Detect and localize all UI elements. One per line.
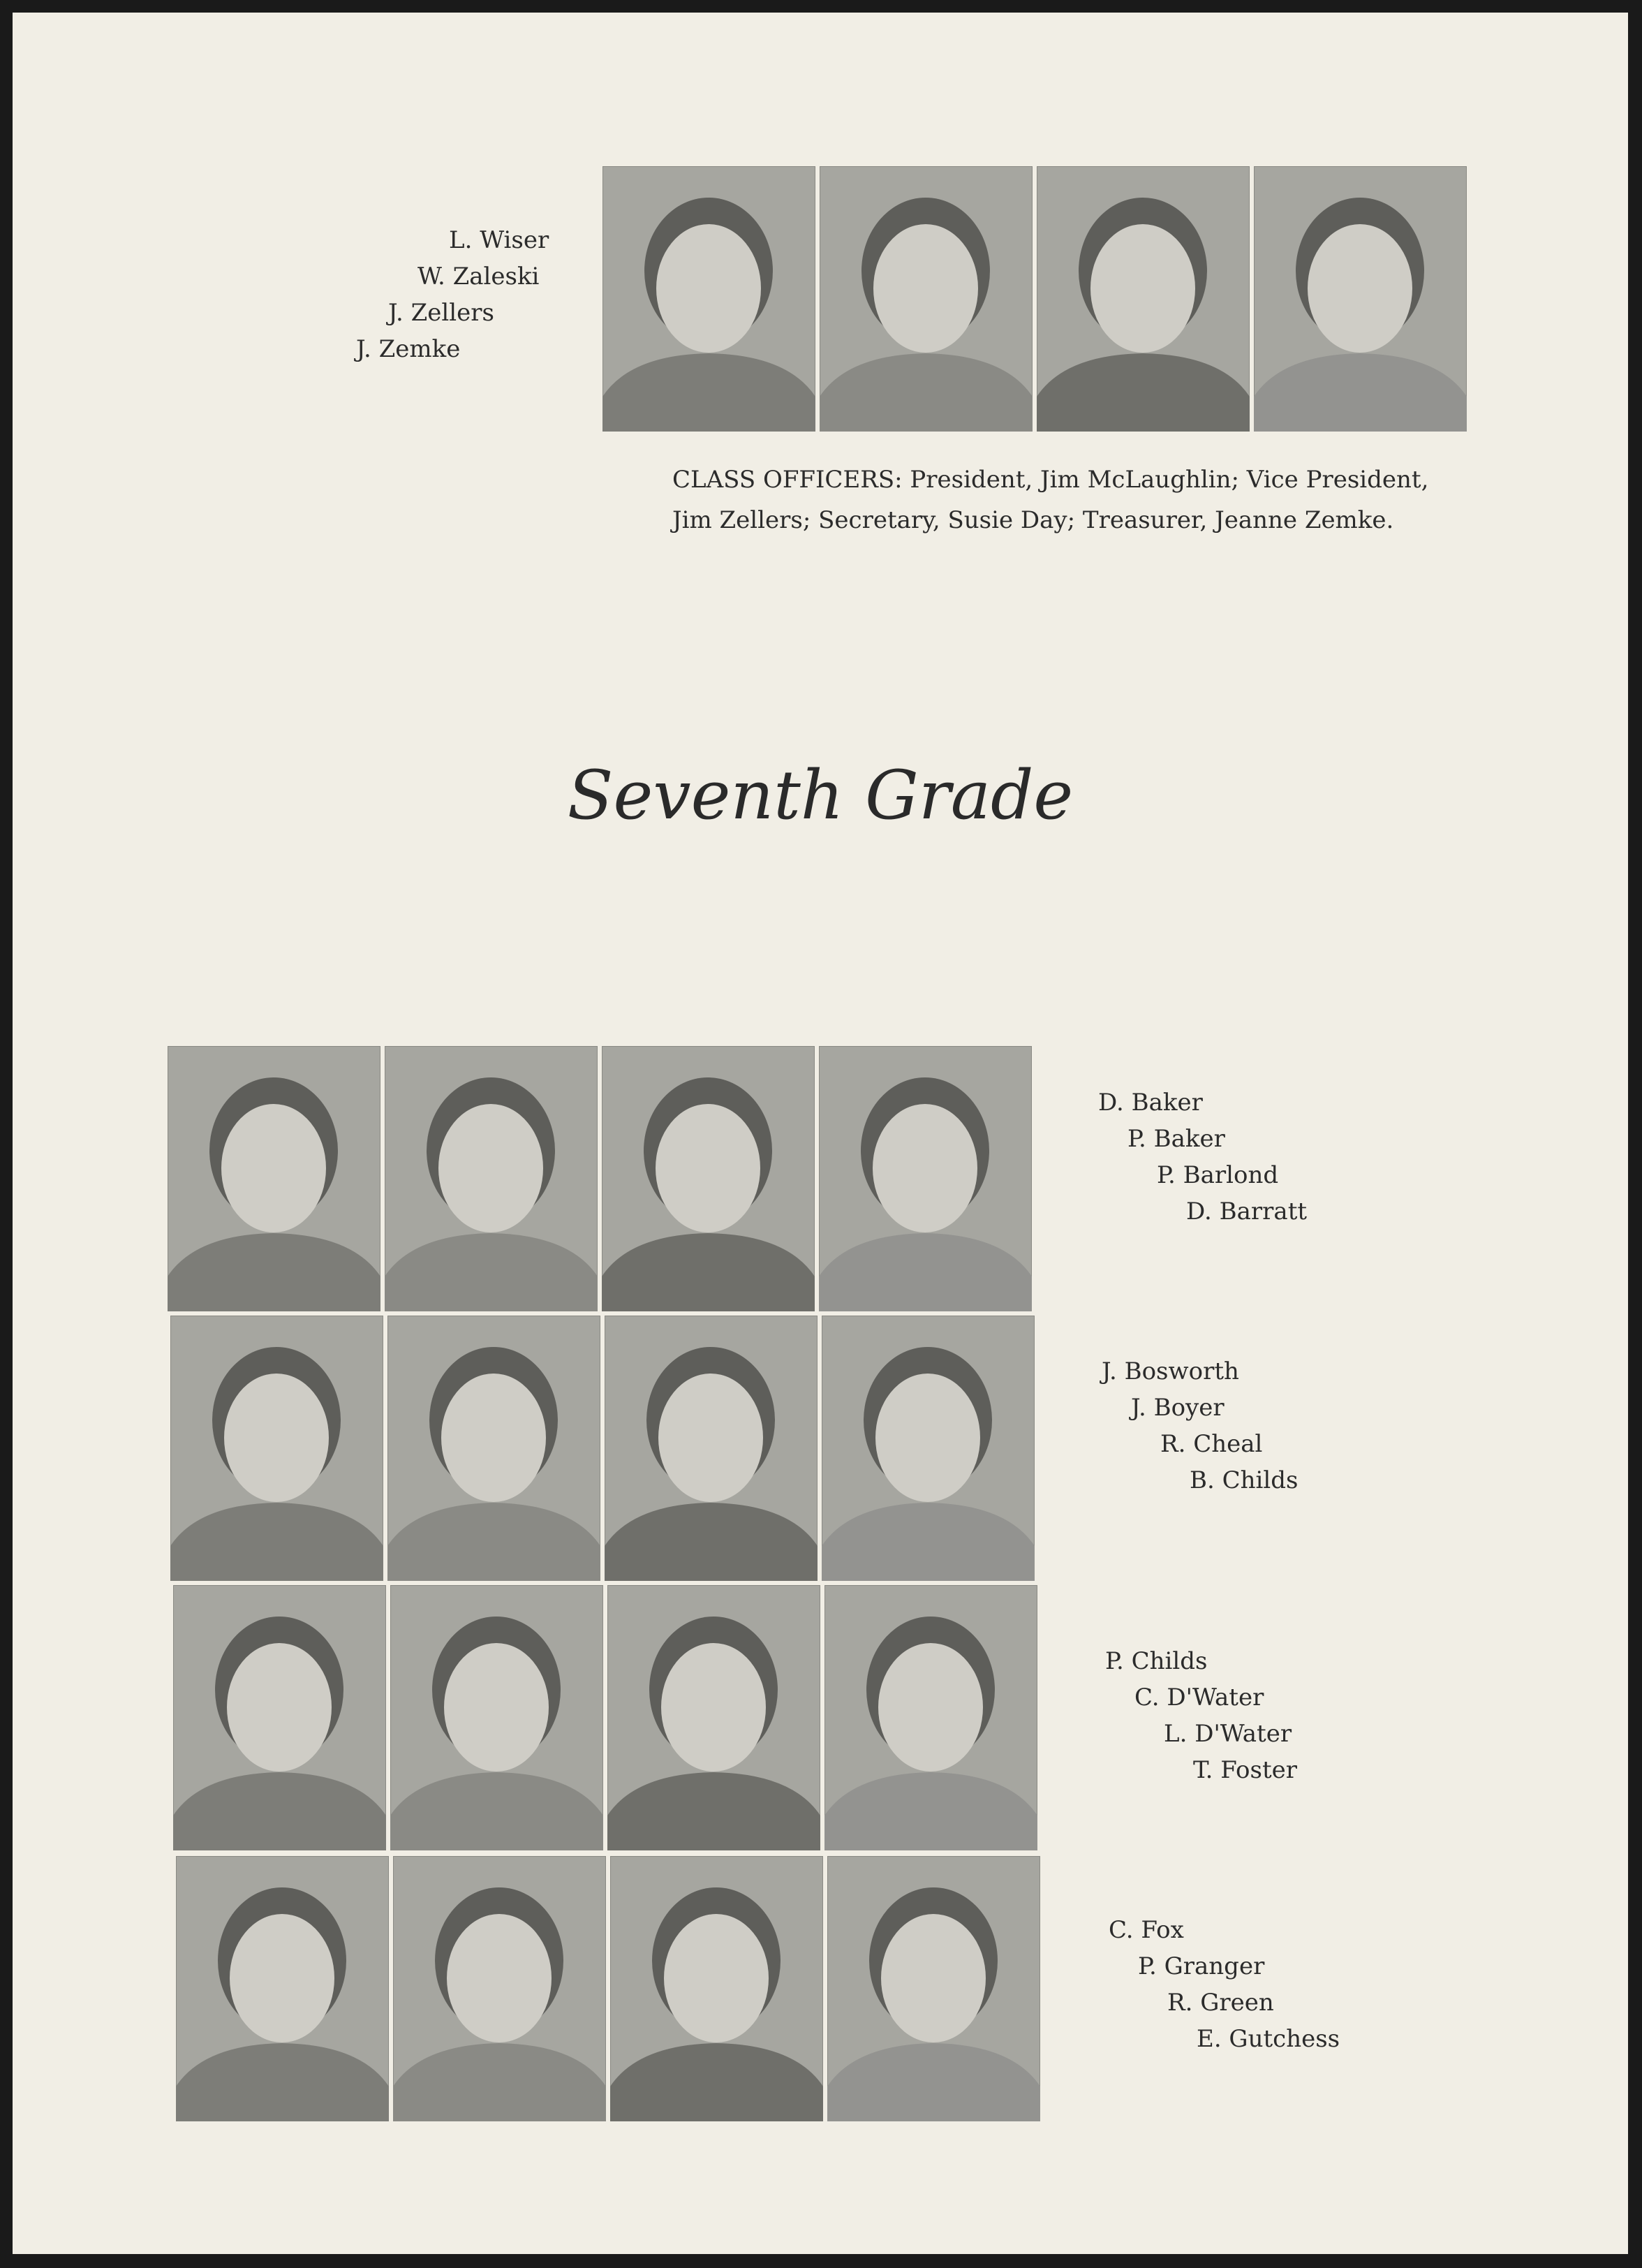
- student-name: P. Granger: [1138, 1952, 1265, 1980]
- shoulders-shape: [385, 1233, 598, 1311]
- shoulders-shape: [819, 1233, 1032, 1311]
- student-photo: [822, 1316, 1035, 1581]
- shoulders-shape: [1037, 353, 1250, 432]
- face-shape: [224, 1374, 329, 1502]
- top-name: J. Zemke: [356, 335, 461, 363]
- face-shape: [873, 224, 978, 353]
- shoulders-shape: [1254, 353, 1467, 432]
- portrait-silhouette: [168, 1046, 380, 1311]
- face-shape: [227, 1643, 332, 1772]
- top-name: L. Wiser: [449, 226, 549, 254]
- shoulders-shape: [827, 2043, 1040, 2121]
- student-photo: [1254, 166, 1467, 432]
- face-shape: [1308, 224, 1412, 353]
- shoulders-shape: [170, 1503, 383, 1581]
- portrait-silhouette: [820, 166, 1033, 432]
- face-shape: [1090, 224, 1195, 353]
- face-shape: [875, 1374, 980, 1502]
- shoulders-shape: [393, 2043, 606, 2121]
- face-shape: [444, 1643, 549, 1772]
- student-photo: [602, 1046, 815, 1311]
- student-photo: [607, 1585, 820, 1850]
- portrait-silhouette: [824, 1585, 1037, 1850]
- shoulders-shape: [390, 1772, 603, 1850]
- student-name: P. Childs: [1105, 1647, 1208, 1675]
- portrait-silhouette: [173, 1585, 386, 1850]
- student-photo: [605, 1316, 818, 1581]
- student-photo: [387, 1316, 600, 1581]
- row-2-names: [1102, 1353, 1299, 1498]
- row-4-names: [1109, 1912, 1340, 2057]
- portrait-silhouette: [393, 1856, 606, 2121]
- student-name: P. Barlond: [1157, 1161, 1279, 1189]
- student-name: R. Cheal: [1160, 1430, 1263, 1458]
- student-photo: [610, 1856, 823, 2121]
- photo-row-3: [173, 1585, 1037, 1850]
- face-shape: [878, 1643, 983, 1772]
- face-shape: [656, 224, 761, 353]
- student-name: D. Barratt: [1186, 1198, 1308, 1225]
- portrait-silhouette: [1254, 166, 1467, 432]
- shoulders-shape: [820, 353, 1033, 432]
- student-photo: [168, 1046, 380, 1311]
- row-3-names: [1105, 1643, 1297, 1788]
- photo-row-2: [170, 1316, 1035, 1581]
- top-name-list: [348, 222, 549, 367]
- student-name: J. Boyer: [1131, 1394, 1225, 1422]
- row-1-names: [1098, 1084, 1308, 1230]
- student-photo: [173, 1585, 386, 1850]
- shoulders-shape: [607, 1772, 820, 1850]
- class-officers-text: CLASS OFFICERS: President, Jim McLaughlin; Vice President, Jim Zellers; Secretary, Susie Day; Treasurer, Jeanne Zemke.: [672, 466, 1429, 534]
- shoulders-shape: [168, 1233, 380, 1311]
- portrait-silhouette: [385, 1046, 598, 1311]
- face-shape: [656, 1104, 760, 1232]
- shoulders-shape: [176, 2043, 389, 2121]
- student-photo: [385, 1046, 598, 1311]
- student-photo: [390, 1585, 603, 1850]
- shoulders-shape: [173, 1772, 386, 1850]
- top-name: W. Zaleski: [417, 263, 540, 290]
- student-photo: [176, 1856, 389, 2121]
- student-name: C. D'Water: [1134, 1684, 1264, 1711]
- shoulders-shape: [605, 1503, 818, 1581]
- shoulders-shape: [822, 1503, 1035, 1581]
- student-name: C. Fox: [1109, 1916, 1184, 1944]
- face-shape: [438, 1104, 543, 1232]
- section-title: Seventh Grade: [567, 756, 1074, 834]
- face-shape: [230, 1914, 334, 2042]
- student-photo: [170, 1316, 383, 1581]
- portrait-silhouette: [1037, 166, 1250, 432]
- student-name: J. Bosworth: [1102, 1357, 1239, 1385]
- portrait-silhouette: [176, 1856, 389, 2121]
- student-photo: [819, 1046, 1032, 1311]
- face-shape: [221, 1104, 326, 1232]
- portrait-silhouette: [607, 1585, 820, 1850]
- face-shape: [881, 1914, 986, 2042]
- shoulders-shape: [610, 2043, 823, 2121]
- shoulders-shape: [824, 1772, 1037, 1850]
- student-photo: [393, 1856, 606, 2121]
- portrait-silhouette: [390, 1585, 603, 1850]
- face-shape: [447, 1914, 552, 2042]
- student-name: E. Gutchess: [1197, 2025, 1340, 2053]
- student-name: R. Green: [1167, 1989, 1274, 2017]
- portrait-silhouette: [827, 1856, 1040, 2121]
- face-shape: [664, 1914, 769, 2042]
- portrait-silhouette: [170, 1316, 383, 1581]
- student-photo: [824, 1585, 1037, 1850]
- student-name: P. Baker: [1127, 1125, 1225, 1153]
- portrait-silhouette: [602, 166, 815, 432]
- portrait-silhouette: [605, 1316, 818, 1581]
- shoulders-shape: [387, 1503, 600, 1581]
- photo-row-1: [168, 1046, 1032, 1311]
- face-shape: [441, 1374, 546, 1502]
- yearbook-page: [13, 13, 1628, 2254]
- student-photo: [827, 1856, 1040, 2121]
- photo-row-4: [176, 1856, 1040, 2121]
- portrait-silhouette: [819, 1046, 1032, 1311]
- student-name: T. Foster: [1193, 1756, 1297, 1784]
- student-name: D. Baker: [1098, 1089, 1203, 1117]
- face-shape: [873, 1104, 977, 1232]
- face-shape: [658, 1374, 763, 1502]
- top-photo-row: [602, 166, 1467, 432]
- shoulders-shape: [602, 353, 815, 432]
- portrait-silhouette: [602, 1046, 815, 1311]
- portrait-silhouette: [387, 1316, 600, 1581]
- portrait-silhouette: [822, 1316, 1035, 1581]
- student-photo: [820, 166, 1033, 432]
- face-shape: [661, 1643, 766, 1772]
- student-name: L. D'Water: [1164, 1720, 1292, 1748]
- student-photo: [602, 166, 815, 432]
- portrait-silhouette: [610, 1856, 823, 2121]
- top-name: J. Zellers: [388, 299, 494, 327]
- shoulders-shape: [602, 1233, 815, 1311]
- student-name: B. Childs: [1190, 1466, 1299, 1494]
- student-photo: [1037, 166, 1250, 432]
